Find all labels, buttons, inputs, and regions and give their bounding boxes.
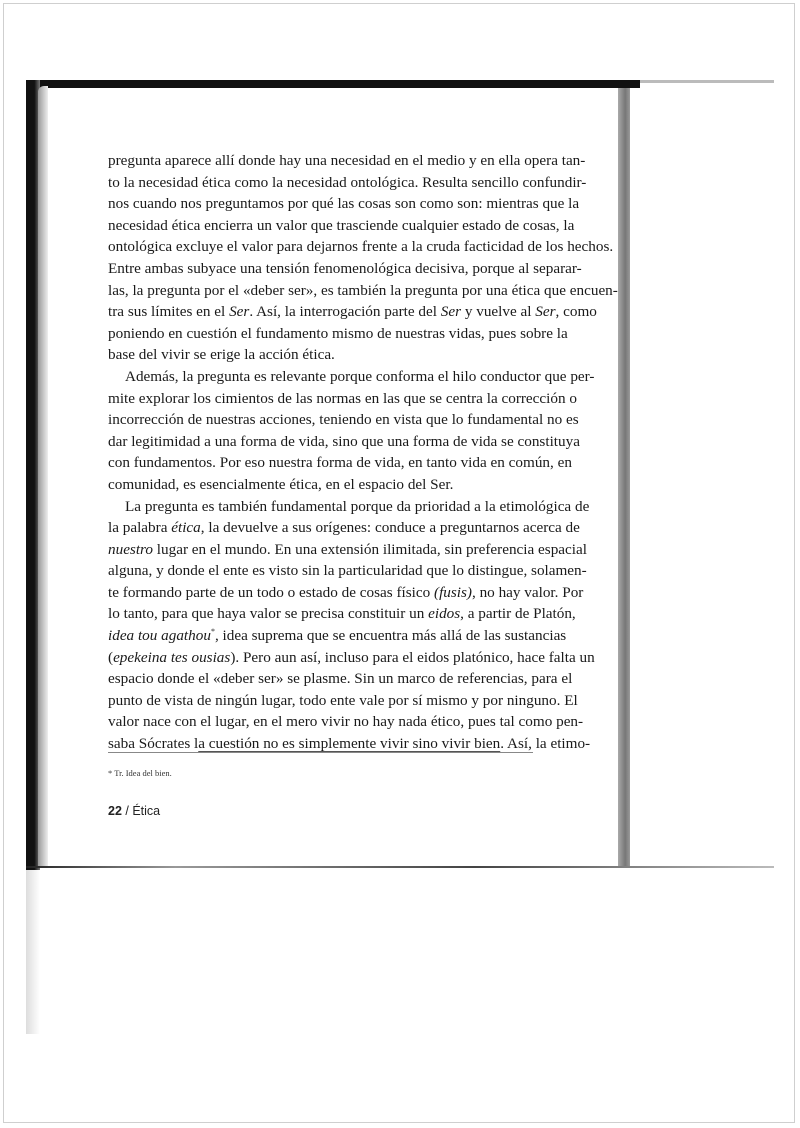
text-segment: nos cuando nos preguntamos por qué las cosas son como son: mientras que la (108, 195, 580, 213)
text-line (108, 647, 595, 669)
text-line (108, 474, 545, 496)
text-segment: (fusis) (434, 583, 472, 601)
text-segment: Ser (229, 303, 250, 321)
text-segment: saba Sócrates l (108, 735, 199, 753)
text-segment: mite explorar los cimientos de las normas en las que se centra la corrección o (108, 389, 577, 407)
scan-lower-strip (26, 870, 40, 1034)
text-line (108, 496, 590, 518)
text-segment: pregunta aparece allí donde hay una necesidad en el medio y en ella opera tan- (108, 152, 586, 169)
text-line (108, 344, 545, 366)
text-segment: incorrección de nuestras acciones, teniendo en vista que lo fundamental no es (108, 411, 579, 429)
page-gutter-shadow (618, 88, 630, 868)
text-line (108, 690, 578, 712)
text-segment: nuestro (108, 540, 153, 558)
text-segment: la palabra (108, 519, 172, 537)
text-segment: lugar en el mundo. En una extensión ilimitada, sin preferencia espacial (153, 540, 587, 558)
text-segment: . Así, la etimo- (500, 735, 591, 753)
text-line (108, 668, 573, 690)
text-segment: te formando parte de un todo o estado de cosas físico (108, 583, 435, 601)
text-line (108, 711, 584, 733)
text-line (108, 452, 572, 474)
text-segment: La pregunta es también fundamental porque da prioridad a la etimológica de (125, 497, 590, 515)
text-line (108, 517, 580, 539)
text-line (108, 366, 595, 388)
text-line (108, 215, 575, 237)
text-segment: punto de vista de ningún lugar, todo ente vale por sí mismo y por ninguno. El (108, 691, 578, 709)
text-line (108, 172, 587, 194)
text-segment: con fundamentos. Por eso nuestra forma de vida, en tanto vida en común, en (108, 454, 572, 472)
text-line (108, 431, 580, 453)
text-segment: las, la pregunta por el «deber ser», es también la pregunta por una ética que encuen- (108, 281, 618, 299)
text-line (108, 236, 614, 258)
text-segment: , idea suprema que se encuentra más allá de las sustancias (214, 627, 567, 645)
text-segment: ). Pero aun así, incluso para el eidos platónico, hace falta un (230, 648, 595, 666)
text-segment: lo tanto, para que haya valor se precisa constituir un (108, 605, 429, 623)
text-segment: Además, la pregunta es relevante porque conforma el hilo conductor que per- (125, 367, 595, 385)
text-line (108, 150, 586, 172)
text-line (108, 625, 567, 647)
text-line (108, 409, 579, 431)
text-segment: Entre ambas subyace una tensión fenomenológica decisiva, porque al separar- (108, 259, 582, 277)
text-segment: ontológica excluye el valor para dejarnos frente a la cruda facticidad de los hechos. (108, 238, 614, 256)
text-line (108, 280, 618, 302)
text-line (108, 603, 576, 625)
page-number: 22 (108, 804, 122, 818)
text-segment: tra sus límites en el (108, 303, 230, 321)
text-line (108, 539, 587, 561)
text-line (108, 582, 584, 604)
text-segment: idea tou agathou (108, 627, 211, 645)
text-segment: ética (171, 519, 201, 537)
footnote-marker: * (210, 627, 215, 636)
body-text (108, 150, 618, 755)
book-title: / Ética (125, 804, 161, 818)
footnote-divider (108, 752, 533, 753)
text-segment: , no hay valor. Por (471, 583, 584, 601)
text-line (108, 258, 582, 280)
text-line (108, 388, 577, 410)
text-segment: a cuestión no es simplemente vivir sino vivir bien (198, 735, 501, 753)
text-segment: epekeina tes ousias (113, 648, 231, 666)
text-segment: valor nace con el lugar, en el mero vivir no hay nada ético, pues tal como pen- (108, 713, 584, 731)
text-segment: Ser (440, 303, 462, 321)
page-curl (38, 86, 48, 866)
text-segment: alguna, y donde el ente es visto sin la particularidad que lo distingue, solamen- (108, 562, 587, 580)
text-segment: espacio donde el «deber ser» se plasme. Sin un marco de referencias, para el (108, 670, 573, 688)
text-segment: base del vivir se erige la acción ética. (108, 346, 335, 364)
text-segment: . Así, la interrogación parte del (249, 303, 441, 321)
scan-shadow-top-right (640, 80, 774, 83)
text-segment: comunidad, es esencialmente ética, en el espacio del Ser. (108, 475, 454, 493)
text-segment: poniendo en cuestión el fundamento mismo de nuestras vidas, pues sobre la (108, 324, 568, 342)
text-segment: ( (108, 648, 114, 666)
text-line (108, 193, 580, 215)
page-bottom-edge (26, 866, 774, 868)
text-segment: Ser (535, 303, 556, 321)
text-segment: necesidad ética encierra un valor que trasciende cualquier estado de cosas, la (108, 216, 575, 234)
text-line (108, 301, 597, 323)
scan-shadow-top (26, 80, 640, 88)
text-segment: dar legitimidad a una forma de vida, sino que una forma de vida se constituya (108, 432, 580, 450)
text-segment: , como (555, 303, 597, 321)
text-line (108, 560, 587, 582)
text-segment: , a partir de Platón, (460, 605, 576, 623)
footnote: * Tr. Idea del bien. (108, 768, 172, 778)
text-segment: eidos (428, 605, 461, 623)
text-segment: , la devuelve a sus orígenes: conduce a preguntarnos acerca de (200, 519, 580, 537)
text-line (108, 323, 568, 345)
text-segment: y vuelve al (461, 303, 536, 321)
page-footer (108, 804, 160, 818)
text-segment: to la necesidad ética como la necesidad ontológica. Resulta sencillo confundir- (108, 173, 587, 191)
